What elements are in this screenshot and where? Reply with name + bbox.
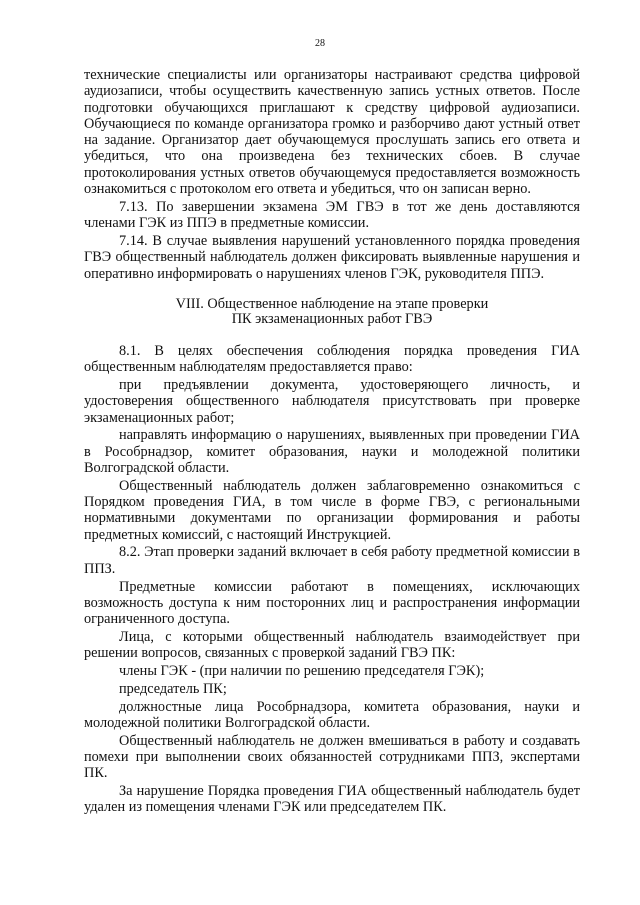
paragraph-right-report: направлять информацию о нарушениях, выявленных при проведении ГИА в Рособрнадзор, комитет образования, науки и молодежной политики Волгоградской области. [84, 427, 580, 476]
section-heading-line-1: VIII. Общественное наблюдение на этапе проверки [175, 295, 489, 312]
paragraph-no-interference: Общественный наблюдатель не должен вмешиваться в работу и создавать помехи при выполнении своих обязанностей сотрудниками ППЗ, экспертами ПК. [84, 732, 580, 782]
paragraph-7-13: 7.13. По завершении экзамена ЭМ ГВЭ в тот же день доставляются членами ГЭК из ППЭ в предметные комиссии. [84, 198, 580, 232]
paragraph-7-14: 7.14. В случае выявления нарушений установленного порядка проведения ГВЭ общественный наблюдатель должен фиксировать выявленные нарушения и оперативно информировать о нарушениях членов ГЭК, руководителя ППЭ. [84, 232, 580, 282]
paragraph-8-2: 8.2. Этап проверки заданий включает в себя работу предметной комиссии в ППЗ. [84, 544, 580, 577]
paragraph-8-1: 8.1. В целях обеспечения соблюдения порядка проведения ГИА общественным наблюдателям предоставляется право: [84, 342, 580, 376]
document-body [84, 67, 580, 817]
paragraph-persons: Лица, с которыми общественный наблюдатель взаимодействует при решении вопросов, связанных с проверкой заданий ГВЭ ПК: [84, 628, 580, 662]
paragraph-commissions: Предметные комиссии работают в помещениях, исключающих возможность доступа к ним посторонних лиц и распространения информации ограниченного доступа. [84, 578, 580, 628]
paragraph-right-attend: при предъявлении документа, удостоверяющего личность, и удостоверения общественного наблюдателя присутствовать при проверке экзаменационных работ; [84, 376, 580, 426]
section-heading-line-2: ПК экзаменационных работ ГВЭ [231, 311, 433, 328]
paragraph-officials: должностные лица Рособрнадзора, комитета образования, науки и молодежной политики Волгоградской области. [84, 698, 580, 731]
paragraph-gek-members: члены ГЭК - (при наличии по решению председателя ГЭК); [119, 663, 485, 679]
page-number: 28 [315, 38, 325, 49]
section-heading [84, 297, 580, 328]
paragraph-violation: За нарушение Порядка проведения ГИА общественный наблюдатель будет удален из помещения членами ГЭК или председателем ПК. [84, 783, 580, 816]
paragraph-chairman: председатель ПК; [119, 680, 227, 697]
paragraph-familiarize: Общественный наблюдатель должен заблаговременно ознакомиться с Порядком проведения ГИА, в том числе в форме ГВЭ, с региональными нормативными документами по организации формирования и работы предметных комиссий, с настоящий Инструкцией. [84, 477, 580, 543]
paragraph-audio-recording: технические специалисты или организаторы настраивают средства цифровой аудиозаписи, чтобы осуществить качественную запись устных ответов. После подготовки обучающихся приглашают к средству цифровой аудиозаписи. Обучающиеся по команде организатора громко и разборчиво дают устный ответ на задание. Организатор дает обучающемуся прослушать запись его ответа и убедиться, что она произведена без технических сбоев. В случае протоколирования устных ответов обучающемуся предоставляется возможность ознакомиться с протоколом его ответа и убедиться, что он записан верно. [84, 67, 580, 198]
